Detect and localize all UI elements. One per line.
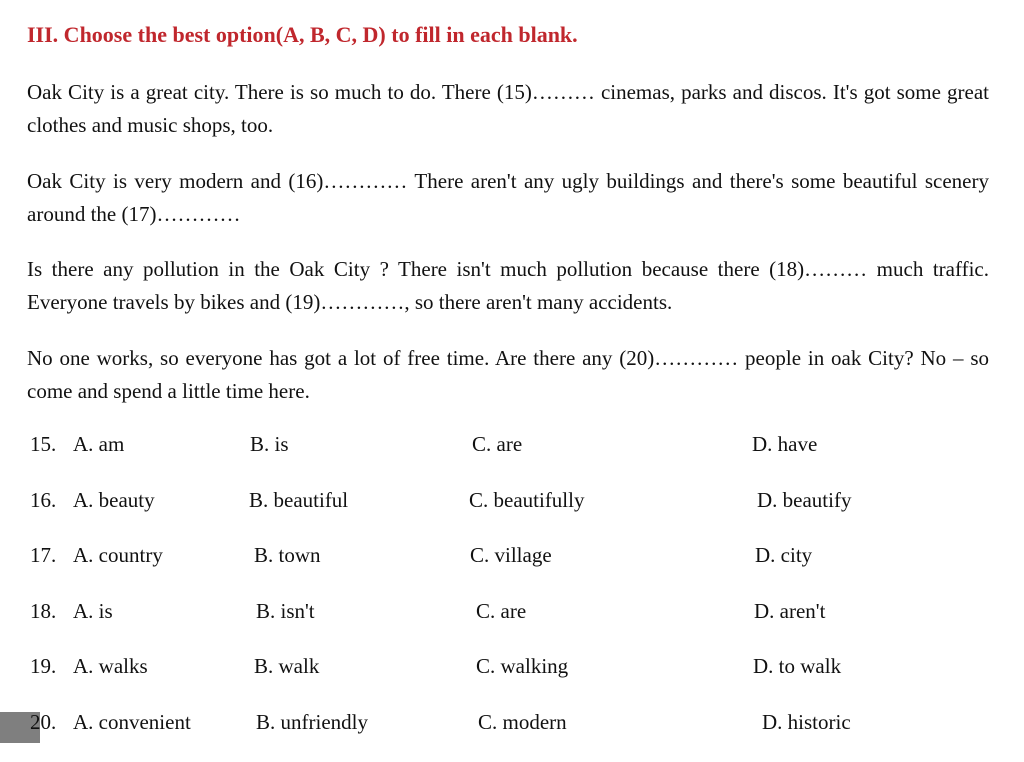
passage-paragraph-1: Oak City is a great city. There is so much to do. There (15)……… cinemas, parks and discos. It's got some great clothes and music shops, too. <box>27 80 989 137</box>
question-number: 20. <box>30 709 57 734</box>
option-b: B. unfriendly <box>256 709 368 734</box>
option-b: B. walk <box>254 654 320 679</box>
question-number: 17. <box>30 543 57 568</box>
option-b: B. beautiful <box>249 487 349 512</box>
option-d: D. historic <box>762 709 851 734</box>
passage-paragraph-4: No one works, so everyone has got a lot of free time. Are there any (20)………… people in oak City? No – so come and spend a little time here. <box>27 346 989 403</box>
question-row-19 <box>0 650 1024 706</box>
option-c: C. beautifully <box>469 487 585 512</box>
question-row-17 <box>0 539 1024 595</box>
option-a: A. convenient <box>73 709 191 734</box>
option-d: D. city <box>755 543 813 568</box>
option-a: A. is <box>73 598 113 623</box>
question-row-16 <box>0 484 1024 540</box>
question-number: 16. <box>30 487 57 512</box>
option-b: B. is <box>250 432 289 456</box>
option-c: C. are <box>472 432 523 456</box>
option-c: C. are <box>476 598 527 623</box>
option-c: C. modern <box>478 709 567 734</box>
option-d: D. have <box>752 432 818 456</box>
question-row-20 <box>0 706 1024 762</box>
question-number: 19. <box>30 654 57 679</box>
answer-options <box>0 428 1024 762</box>
option-d: D. to walk <box>753 654 842 679</box>
question-number: 18. <box>30 598 57 623</box>
option-d: D. beautify <box>757 487 852 512</box>
question-row-18 <box>0 595 1024 651</box>
option-b: B. town <box>254 543 321 568</box>
question-row-15 <box>0 428 1024 484</box>
option-a: A. am <box>73 432 125 456</box>
question-number: 15. <box>30 432 57 456</box>
option-b: B. isn't <box>256 598 315 623</box>
exercise-heading: III. Choose the best option(A, B, C, D) to fill in each blank. <box>27 22 578 47</box>
option-a: A. country <box>73 543 163 568</box>
option-c: C. walking <box>476 654 569 679</box>
passage-paragraph-3: Is there any pollution in the Oak City ? There isn't much pollution because there (18)……… much traffic. Everyone travels by bikes and (19)…………, so there aren't many accidents. <box>27 257 989 314</box>
option-a: A. beauty <box>73 487 155 512</box>
option-a: A. walks <box>73 654 148 679</box>
option-d: D. aren't <box>754 598 826 623</box>
option-c: C. village <box>470 543 552 568</box>
passage-paragraph-2: Oak City is very modern and (16)………… There aren't any ugly buildings and there's some beautiful scenery around the (17)………… <box>27 169 989 226</box>
